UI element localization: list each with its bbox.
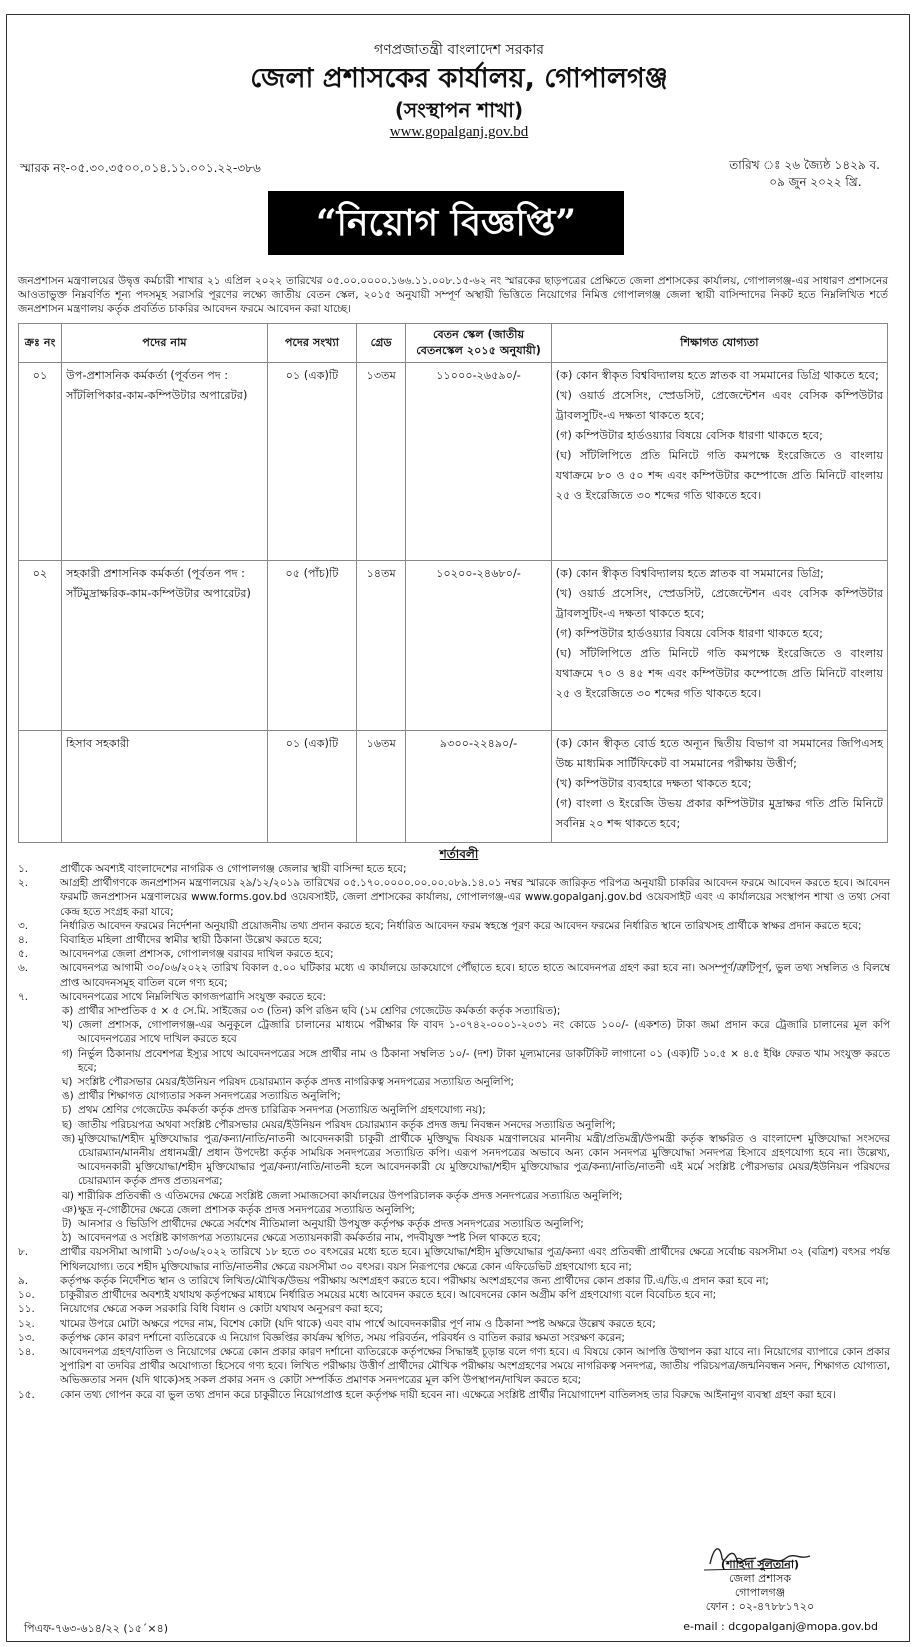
subcondition-item [18, 1075, 890, 1089]
col-grade: গ্রেড [357, 324, 406, 363]
qualification-item: (গ) কম্পিউটার হার্ডওয়্যার বিষয়ে বেসিক ধারণা থাকতে হবে; [555, 429, 823, 442]
condition-text: আবেদনপত্র জেলা প্রশাসক, গোপালগঞ্জ বরাবর দাখিল করতে হবে; [60, 948, 334, 961]
condition-item [18, 1302, 890, 1316]
cell-count: ০৫ (পাঁচ)টি [267, 561, 356, 731]
subcondition-text: প্রার্থীর সাম্প্রতিক ৫ × ৫ সে.মি. সাইজের ০৩ (তিন) কপি রঙিন ছবি (১ম শ্রেণির গেজেটেড কর্মকর্তা কর্তৃক সত্যায়িত); [78, 1005, 561, 1018]
condition-item [18, 961, 890, 989]
qualification-item: (ক) কোন স্বীকৃত বিশ্ববিদ্যালয় হতে স্নাতক বা সমমানের ডিগ্রি থাকতে হবে; [555, 369, 879, 382]
subcondition-letter: ক) [62, 1005, 74, 1018]
subcondition-item [18, 1132, 890, 1189]
subcondition-text: ক্ষুদ্র নৃ-গোষ্ঠীদের ক্ষেত্রে জেলা প্রশাসক কর্তৃক প্রদত্ত সনদপত্রের সত্যায়িত অনুলিপি; [78, 1203, 415, 1216]
condition-number: ১৪. [18, 1345, 35, 1358]
subcondition-item [18, 1118, 890, 1132]
footer-bar [0, 1618, 918, 1642]
qualification-item: (খ) কম্পিউটার ব্যবহারে দক্ষতা থাকতে হবে; [555, 777, 752, 790]
condition-text: কোন তথ্য গোপন করে বা ভুল তথ্য প্রদান করে চাকুরীতে নিয়োগপ্রাপ্ত হলে কর্তৃপক্ষ দায়ী হবেন না। এক্ষেত্রে সংশ্লিষ্ট প্রার্থীর নিয়োগাদেশ বাতিলসহ তার বিরুদ্ধে আইনানুগ ব্যবস্থা গ্রহণ করা হবে। [60, 1388, 836, 1401]
qualification-item: (খ) ওয়ার্ড প্রসেসিং, স্প্রেডসিট, প্রেজেন্টেশন এবং বেসিক কম্পিউটার ট্রাবলসুটিং-এ দক্ষতা থাকতে হবে; [555, 389, 883, 422]
subcondition-letter: ঞ) [62, 1203, 78, 1216]
cell-post: উপ-প্রশাসনিক কর্মকর্তা (পূর্বতন পদ : সাঁটলিপিকার-কাম-কম্পিউটার অপারেটর) [62, 363, 268, 561]
print-code: পিএফ-৭৬৩-৬১৪/২২ (১৫´×৪) [24, 1622, 169, 1635]
subcondition-item [18, 1047, 890, 1075]
subcondition-letter: গ) [62, 1047, 73, 1060]
cell-count: ০১ (এক)টি [267, 363, 356, 561]
conditions-title: শর্তাবলী [439, 847, 479, 861]
condition-number: ১১. [18, 1303, 35, 1316]
subcondition-text: জাতীয় পরিচয়পত্র অথবা সংশ্লিষ্ট পৌরসভার মেয়র/ইউনিয়ন পরিষদ চেয়ারম্যান কর্তৃক প্রদত্ত জন্ম নিবন্ধন সনদের সত্যায়িত অনুলিপি; [78, 1118, 616, 1131]
subcondition-text: মুক্তিযোদ্ধা/শহীদ মুক্তিযোদ্ধার পুত্র/কন্যা/নাতি/নাতনী আবেদনকারী চাকুরী প্রার্থীকে মুক্তিযুদ্ধ বিষয়ক মন্ত্রণালয়ের মাননীয় মন্ত্রী/প্রতিমন্ত্রী/উপমন্ত্রী কর্তৃক স্বাক্ষরিত ও বাংলাদেশ মুক্তিযোদ্ধা সংসদের চেয়ারম্যান/মাননীয় প্রধানমন্ত্রী/ প্রধান উপদেষ্টা কর্তৃক সাময়িক সনদপত্রের সত্যায়িত কপি। এরূপ সনদপত্রের অভাবে অন্য কোন সনদপত্র মুক্তিযোদ্ধা সনদপত্র হিসাবে গ্রহণযোগ্য হবে না। উল্লেখ্য, আবেদনকারী মুক্তিযোদ্ধা/শহীদ মুক্তিযোদ্ধার পুত্র/কন্যা/নাতি/নাতনী হলে আবেদনকারী যে মুক্তিযোদ্ধা/শহীদ মুক্তিযোদ্ধার পুত্র/কন্যা/নাতি/নাতনী এই মর্মে সংশ্লিষ্ট পৌরসভার মেয়র/ইউনিয়ন পরিষদের চেয়ারম্যান কর্তৃক প্রদত্ত প্রত্যয়নপত্র; [78, 1132, 890, 1188]
condition-number: ১. [18, 863, 29, 875]
vacancy-table [18, 323, 888, 843]
subcondition-text: প্রার্থীর শিক্ষাগত যোগ্যতার সকল সনদপত্রের সত্যায়িত অনুলিপি; [78, 1090, 341, 1103]
condition-number: ২. [18, 877, 29, 890]
signatory-name: (শাহিদা সুলতানা) [720, 1558, 800, 1571]
cell-qualification [551, 561, 887, 731]
cell-grade: ১৬তম [357, 731, 406, 843]
qualification-item: (ক) কোন স্বীকৃত বোর্ড হতে অন্যূন দ্বিতীয় বিভাগ বা সমমানের জিপিএসহ উচ্চ মাধ্যমিক সার্টিফিকেট বা সমমানের পরীক্ষায় উত্তীর্ণ; [555, 737, 883, 770]
table-row [19, 363, 888, 561]
condition-text: কর্তৃপক্ষ কোন কারণ দর্শানো ব্যতিরেকে এ নিয়োগ বিজ্ঞপ্তির কার্যক্রম স্থগিত, সময় পরিবর্তন, পরিবর্ধন ও বাতিল করার ক্ষমতা সংরক্ষণ করেন; [60, 1331, 625, 1344]
condition-number: ৩. [18, 919, 29, 932]
subcondition-item [18, 1004, 890, 1018]
subcondition-letter: চ) [62, 1104, 72, 1117]
condition-item [18, 933, 890, 947]
subcondition-letter: খ) [62, 1019, 73, 1032]
subcondition-letter: ঙ) [62, 1090, 74, 1103]
condition-item [18, 919, 890, 933]
subcondition-letter: ছ) [62, 1118, 73, 1131]
qualification-item: (খ) ওয়ার্ড প্রসেসিং, স্প্রেডসিট, প্রেজেন্টেশন এবং বেসিক কম্পিউটার ট্রাবলসুটিং-এ দক্ষতা থাকতে হবে; [555, 587, 883, 620]
subcondition-text: জেলা প্রশাসক, গোপালগঞ্জ-এর অনুকূলে ট্রেজারি চালানের মাধ্যমে পরীক্ষার ফি বাবদ ১-০৭৪২-০০০১-২০৩১ নং কোডে ১০০/- (একশত) টাকা জমা প্রদান করে ট্রেজারি চালানের মূল কপি আবেদনপত্রের সাথে দাখিল করতে হবে [78, 1019, 890, 1046]
cell-count: ০১ (এক)টি [267, 731, 356, 843]
col-qualification: শিক্ষাগত যোগ্যতা [551, 324, 887, 363]
office-name: জেলা প্রশাসকের কার্যালয়, গোপালগঞ্জ [250, 63, 668, 94]
condition-text: আবেদনপত্রের সাথে নিম্নলিখিত কাগজপত্রাদি সংযুক্ত করতে হবে: [60, 990, 326, 1003]
branch-name: (সংস্থাপন শাখা) [394, 98, 524, 122]
signatory-block [690, 1558, 830, 1614]
subcondition-item [18, 1089, 890, 1103]
subcondition-item [18, 1018, 890, 1046]
cell-qualification [551, 363, 887, 561]
table-row [19, 731, 888, 843]
condition-item [18, 1274, 890, 1288]
condition-text: প্রার্থীকে অবশ্যই বাংলাদেশের নাগরিক ও গোপালগঞ্জ জেলার স্থায়ী বাসিন্দা হতে হবে; [60, 863, 407, 875]
condition-item [18, 1317, 890, 1331]
condition-number: ৮. [18, 1246, 29, 1259]
website-link[interactable]: www.gopalganj.gov.bd [389, 124, 529, 140]
condition-number: ১৩. [18, 1331, 35, 1344]
condition-number: ১২. [18, 1317, 35, 1330]
subcondition-letter: জ) [62, 1132, 76, 1145]
notice-title-banner: “নিয়োগ বিজ্ঞপ্তি” [268, 191, 624, 255]
condition-number: ৭. [18, 990, 29, 1003]
condition-text: আবেদনপত্র আগামী ৩০/০৬/২০২২ তারিখ বিকাল ৫.০০ ঘটিকার মধ্যে এ কার্যালয়ে ডাকযোগে পৌঁছাতে হবে। হাতে হাতে আবেদনপত্র গ্রহণ করা হবে না। অসম্পূর্ণ/ত্রুটিপূর্ণ, ভুল তথ্য সম্বলিত ও বিলম্বে প্রাপ্ত আবেদনসমূহ বাতিল বলে গণ্য হবে; [60, 962, 890, 989]
cell-serial: ০১ [19, 363, 62, 561]
qualification-item: (ক) কোন স্বীকৃত বিশ্ববিদ্যালয় হতে স্নাতক বা সমমানের ডিগ্রি; [555, 567, 824, 580]
condition-number: ১০. [18, 1289, 35, 1302]
table-row [19, 561, 888, 731]
condition-number: ১৫. [18, 1388, 35, 1401]
cell-qualification [551, 731, 887, 843]
condition-text: নির্ধারিত আবেদন ফরমের নির্দেশনা অনুযায়ী প্রয়োজনীয় তথ্য প্রদান করতে হবে; নির্ধারিত আবেদন ফরম স্বহস্তে পূরণ করে আবেদন ফরমের নির্ধারিত স্থানে তারিখসহ প্রার্থীকে স্বাক্ষর প্রদান করতে হবে; [60, 919, 862, 932]
subcondition-item [18, 1103, 890, 1117]
condition-item [18, 1388, 890, 1402]
cell-grade: ১৩তম [357, 363, 406, 561]
subcondition-text: নির্ভুল ঠিকানায় প্রবেশপত্র ইস্যুর সাথে আবেদনপত্রের সঙ্গে প্রার্থীর নাম ও ঠিকানা সম্বলিত ১০/- (দশ) টাকা মূল্যমানের ডাকটিকিট লাগানো ০১ (এক)টি ১০.৫ × ৪.৫ ইঞ্চি ফেরত খাম সংযুক্ত করতে হবে; [78, 1047, 890, 1074]
signatory-place: গোপালগঞ্জ [734, 1586, 786, 1599]
qualification-item: (গ) বাংলা ও ইংরেজি উভয় প্রকার কম্পিউটার মুদ্রাক্ষর গতি প্রতি মিনিটে সর্বনিম্ন ২০ শব্দ থাকতে হবে; [555, 797, 883, 830]
condition-text: বিবাহিত মহিলা প্রার্থীদের স্বামীর স্থায়ী ঠিকানা উল্লেখ করতে হবে; [60, 934, 323, 947]
signatory-title: জেলা প্রশাসক [728, 1572, 792, 1585]
contact-email[interactable]: e-mail : dcgopalganj@mopa.gov.bd [683, 1620, 878, 1633]
cell-serial: ০২ [19, 561, 62, 731]
qualification-item: (ঘ) সাঁটলিপিতে প্রতি মিনিটে গতি কমপক্ষে ইংরেজিতে ও বাংলায় যথাক্রমে ৮০ ও ৫০ শব্দ এবং কম্পিউটার কম্পোজে প্রতি মিনিটে বাংলায় ২৫ ও ইংরেজিতে ৩০ শব্দের গতি থাকতে হবে। [555, 449, 883, 502]
subcondition-item [18, 1189, 890, 1203]
date-label: তারিখ ঃ [729, 158, 781, 172]
condition-item [18, 862, 890, 876]
condition-item [18, 990, 890, 1004]
subcondition-text: শারীরিক প্রতিবন্ধী ও এতিমদের ক্ষেত্রে সংশ্লিষ্ট জেলা সমাজসেবা কার্যালয়ের উপপরিচালক কর্তৃক প্রদত্ত সনদপত্রের সত্যায়িত অনুলিপি; [78, 1189, 623, 1202]
cell-post: হিসাব সহকারী [62, 731, 268, 843]
condition-number: ৬. [18, 962, 29, 975]
subcondition-text: সংশ্লিষ্ট পৌরসভার মেয়র/ইউনিয়ন পরিষদ চেয়ারম্যান কর্তৃক প্রদত্ত নাগরিকত্ব সনদপত্রের সত্যায়িত অনুলিপি; [78, 1076, 515, 1089]
date-bengali: ২৬ জ্যৈষ্ঠ ১৪২৯ ব. [784, 158, 880, 172]
subcondition-letter: ঘ) [62, 1076, 73, 1089]
condition-item [18, 876, 890, 919]
cell-scale: ১১০০০-২৬৫৯০/- [406, 363, 552, 561]
condition-number: ৫. [18, 948, 29, 961]
subcondition-letter: ঝ) [62, 1189, 74, 1202]
subcondition-item [18, 1203, 890, 1217]
condition-number: ৯. [18, 1274, 29, 1287]
condition-text: আগ্রহী প্রার্থীগণকে জনপ্রশাসন মন্ত্রণালয়ের ২৯/১২/২০১৯ তারিখের ০৫.১৭০.০০০০.০০.০০.০৮৯.১৪.০১ নম্বর স্মারকে জারিকৃত পরিপত্র অনুযায়ী চাকরির আবেদন ফরমে আবেদন করতে হবে। আবেদন ফরমটি জনপ্রশাসন মন্ত্রণালয়ের www.forms.gov.bd ওয়েবসাইট, জেলা প্রশাসকের কার্যালয়, গোপালগঞ্জ-এর www.gopalganj.gov.bd ওয়েবসাইট এবং এ কার্যালয়ের সংস্থাপন শাখা ও তথ্য সেবা কেন্দ্র হতে সংগ্রহ করা যাবে; [60, 877, 890, 918]
condition-text: নিয়োগের ক্ষেত্রে সকল সরকারি বিধি বিধান ও কোটা যথাযথ অনুসরণ করা হবে; [60, 1303, 383, 1316]
col-scale: বেতন স্কেল (জাতীয় বেতনস্কেল ২০১৫ অনুযায়ী) [406, 324, 552, 363]
cell-grade: ১৪তম [357, 561, 406, 731]
condition-text: খামের উপরে মোটা অক্ষরে পদের নাম, বিশেষ কোটা (যদি থাকে) এবং বাম পার্শ্বে আবেদনকারীর পূর্ণ নাম ও ঠিকানা স্পষ্ট অক্ষরে উল্লেখ করতে হবে; [60, 1317, 656, 1330]
intro-paragraph: জনপ্রশাসন মন্ত্রণালয়ের উদ্বৃত্ত কর্মচারী শাখার ২১ এপ্রিল ২০২২ তারিখের ০৫.০০.০০০০.১৬৬.১১.০০৮.১৫-৬২ নং স্মারকের ছাড়পত্রের প্রেক্ষিতে জেলা প্রশাসকের কার্যালয়, গোপালগঞ্জ-এর সাধারণ প্রশাসনের আওতাভুক্ত নিম্নবর্ণিত শূন্য পদসমূহ সরাসরি পূরণের লক্ষ্যে জাতীয় বেতন স্কেল, ২০১৫ অনুযায়ী সম্পূর্ণ অস্থায়ী ভিত্তিতে নিয়োগের নিমিত্ত গোপালগঞ্জ জেলা স্থায়ী বাসিন্দাদের নিকট হতে নিম্নলিখিত শর্তে জনপ্রশাসন মন্ত্রণালয় কর্তৃক প্রবর্তিত চাকরির আবেদন ফরমে আবেদন করা যাচ্ছে। [18, 275, 888, 315]
condition-text: আবেদনপত্র গ্রহণ/বাতিল ও নিয়োগের ক্ষেত্রে কোন প্রকার কারণ দর্শানো ব্যতিরেকে কর্তৃপক্ষের সিদ্ধান্তই চূড়ান্ত বলে গণ্য হবে। এ বিষয়ে কোন আপত্তি উত্থাপন করা যাবে না। নিয়োগের ব্যাপারে কোন প্রকার সুপারিশ বা তদবির প্রার্থীর অযোগ্যতা হিসেবে গণ্য হবে। লিখিত পরীক্ষায় উত্তীর্ণ প্রার্থীদের মৌখিক পরীক্ষায় অংশগ্রহণের সময়ে নাগরিকত্ব সনদপত্র, জাতীয় পরিচয়পত্র/জন্মনিবন্ধন সনদ, শিক্ষাগত যোগ্যতা, অভিজ্ঞতার সনদ (যদি থাকে)সহ সকল প্রকার সনদ ও কোটা সম্পর্কিত প্রমাণক সনদপত্রের মূল কপি উপস্থাপন/দাখিল করতে হবে; [60, 1345, 890, 1387]
subcondition-text: আবেদনপত্র ও সংশ্লিষ্ট কাগজপত্র সত্যায়নের ক্ষেত্রে সত্যায়নকারী কর্মকর্তার নাম, পদবীযুক্ত স্পষ্ট সিল থাকতে হবে; [78, 1232, 541, 1245]
cell-post: সহকারী প্রশাসনিক কর্মকর্তা (পূর্বতন পদ : সাঁটমুদ্রাক্ষরিক-কাম-কম্পিউটার অপারেটর) [62, 561, 268, 731]
condition-item [18, 1245, 890, 1273]
condition-text: কর্তৃপক্ষ কর্তৃক নির্দেশিত স্থান ও তারিখে লিখিত/মৌখিক/উভয় পরীক্ষায় অংশগ্রহণ করতে হবে। পরীক্ষায় অংশগ্রহণের জন্য প্রার্থীদের কোন প্রকার টি.এ/ডি.এ প্রদান করা হবে না; [60, 1274, 769, 1287]
condition-item [18, 1345, 890, 1388]
condition-item [18, 947, 890, 961]
cell-scale: ৯৩০০-২২৪৯০/- [406, 731, 552, 843]
qualification-item: (গ) কম্পিউটার হার্ডওয়্যার বিষয়ে বেসিক ধারণা থাকতে হবে; [555, 627, 823, 640]
subcondition-letter: ট) [62, 1218, 72, 1231]
signatory-phone: ফোন : ০২-৪৭৮৮১৭২০ [705, 1600, 815, 1613]
condition-number: ৪. [18, 934, 29, 947]
condition-text: চাকুরীরত প্রার্থীদের অবশ্যই যথাযথ কর্তৃপক্ষের মাধ্যমে নির্ধারিত সময়ের মধ্যে আবেদন করতে হবে। আবেদনের কোন অগ্রীম কপি গ্রহণযোগ্য বলে বিবেচিত হবে না; [60, 1289, 717, 1302]
subcondition-text: প্রথম শ্রেণির গেজেটেড কর্মকর্তা কর্তৃক প্রদত্ত চারিত্রিক সনদপত্র (সত্যায়িত অনুলিপি গ্রহণযোগ্য নয়); [78, 1104, 486, 1117]
col-serial: ক্রঃ নং [19, 324, 62, 363]
cell-serial [19, 731, 62, 843]
memo-number: স্মারক নং-০৫.৩০.৩৫০০.০১৪.১১.০০১.২২-৩৮৬ [20, 161, 261, 175]
condition-text: প্রার্থীর বয়সসীমা আগামী ১৩/০৬/২০২২ তারিখে ১৮ হতে ৩০ বৎসরের মধ্যে হতে হবে। মুক্তিযোদ্ধা/শহীদ মুক্তিযোদ্ধার পুত্র/কন্যা এবং প্রতিবন্ধী প্রার্থীদের ক্ষেত্রে সর্বোচ্চ বয়সসীমা ৩২ (বত্রিশ) বৎসর পর্যন্ত শিথিলযোগ্য। তবে শহীদ মুক্তিযোদ্ধার নাতি/নাতনীর ক্ষেত্রে বয়সসীমা ৩০ বৎসর। বয়স নিরূপণের ক্ষেত্রে কোন এফিডেভিট গ্রহণযোগ্য হবে না; [60, 1246, 890, 1273]
government-name: গণপ্রজাতন্ত্রী বাংলাদেশ সরকার [374, 42, 544, 58]
condition-item [18, 1288, 890, 1302]
subcondition-letter: ঠ) [62, 1232, 72, 1245]
cell-scale: ১০২০০-২৪৬৮০/- [406, 561, 552, 731]
subcondition-text: আনসার ও ভিডিপি প্রার্থীদের ক্ষেত্রে সর্বশেষ নীতিমালা অনুযায়ী উপযুক্ত কর্তৃপক্ষ কর্তৃক প্রদত্ত সনদপত্রের সত্যায়িত অনুলিপি; [78, 1218, 584, 1231]
conditions-list [18, 862, 890, 1402]
col-count: পদের সংখ্যা [267, 324, 356, 363]
table-header-row [19, 324, 888, 363]
subcondition-item [18, 1217, 890, 1231]
qualification-item: (ঘ) সাঁটলিপিতে প্রতি মিনিটে গতি কমপক্ষে ইংরেজিতে ও বাংলায় যথাক্রমে ৭০ ও ৪৫ শব্দ এবং কম্পিউটার কম্পোজে প্রতি মিনিটে বাংলায় ২৫ ও ইংরেজিতে ৩০ শব্দের গতি থাকতে হবে। [555, 647, 883, 700]
col-post: পদের নাম [62, 324, 268, 363]
date-gregorian: ০৯ জুন ২০২২ খ্রি. [769, 175, 862, 189]
date-block [729, 157, 880, 191]
condition-item [18, 1331, 890, 1345]
subcondition-item [18, 1231, 890, 1245]
